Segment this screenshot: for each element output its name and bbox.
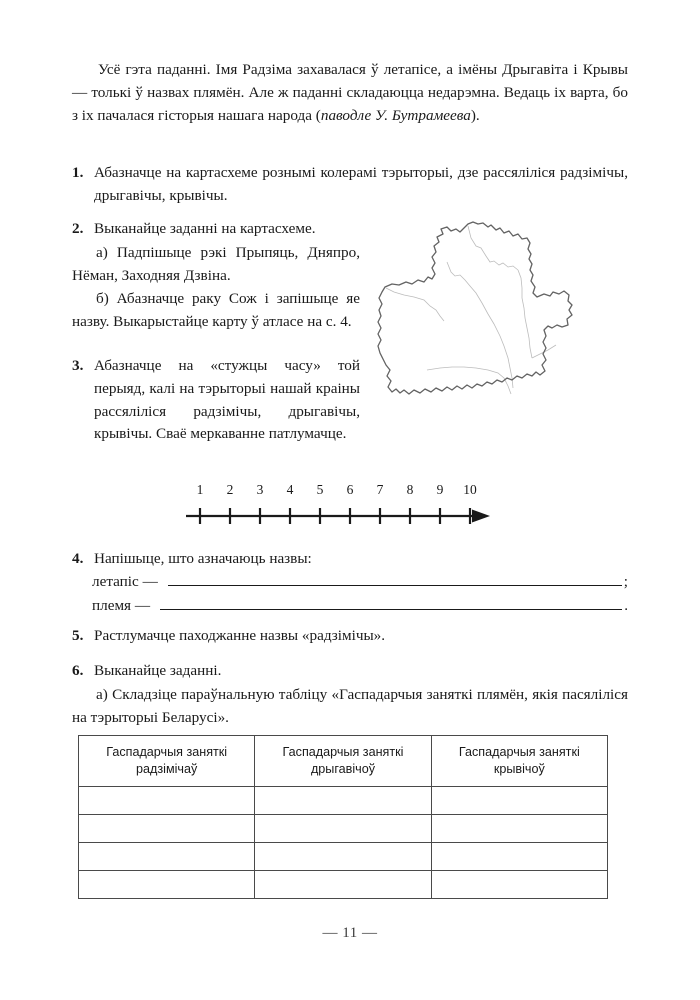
table-cell[interactable] <box>79 843 255 871</box>
timeline-label-7: 7 <box>376 482 384 497</box>
task-3-number: 3. <box>72 357 84 374</box>
task-6-number: 6. <box>72 662 84 679</box>
table-header-cell-1: Гаспадарчыя заняткі дрыгавічоў <box>255 736 431 787</box>
fill-in-terminator: ; <box>623 573 628 590</box>
timeline-label-8: 8 <box>406 482 414 497</box>
definition-fill-in-lines <box>92 570 628 618</box>
fill-in-row <box>92 570 628 594</box>
task-5-text: Растлумачце паходжанне назвы «радзімічы». <box>94 627 386 644</box>
fill-in-label: летапіс — <box>92 573 162 590</box>
task-4-number: 4. <box>72 550 84 567</box>
task-5 <box>72 625 628 648</box>
table-row <box>79 843 608 871</box>
task-1-number: 1. <box>72 164 84 181</box>
timeline-label-10: 10 <box>463 482 477 497</box>
fill-in-terminator: . <box>624 597 628 614</box>
table-header-row <box>79 736 608 787</box>
table-cell[interactable] <box>79 871 255 899</box>
task-5-number: 5. <box>72 627 84 644</box>
table-cell[interactable] <box>431 787 607 815</box>
table-header-cell-0: Гаспадарчыя заняткі радзімічаў <box>79 736 255 787</box>
timeline-label-1: 1 <box>196 482 204 497</box>
table-cell[interactable] <box>255 787 431 815</box>
table-cell[interactable] <box>79 787 255 815</box>
table-row <box>79 787 608 815</box>
timeline-label-2: 2 <box>226 482 234 497</box>
time-ribbon <box>180 482 500 532</box>
fill-in-blank[interactable] <box>160 594 622 610</box>
task-1-text: Абазначце на картасхеме рознымі колерамі тэрыторыі, дзе рассяліліся радзімічы, дрыгавічы, крывічы. <box>94 164 628 204</box>
intro-text-tail: ). <box>470 107 480 125</box>
intro-source-attribution: паводле У. Бутрамеева <box>320 107 471 125</box>
fill-in-blank[interactable] <box>168 570 622 586</box>
table-cell[interactable] <box>255 871 431 899</box>
table-row <box>79 815 608 843</box>
timeline-label-9: 9 <box>436 482 444 497</box>
task-2-subtask-a: а) Падпішыце рэкі Прыпяць, Дняпро, Нёман, Заходняя Дзвіна. <box>72 244 360 284</box>
belarus-outline-map <box>372 218 587 408</box>
oblast-borders <box>386 226 556 394</box>
timeline-label-6: 6 <box>346 482 354 497</box>
task-2-subtask-b: б) Абазначце раку Сож і запішыце яе назву. Выкарыстайце карту ў атласе на с. 4. <box>72 290 360 330</box>
timeline-label-4: 4 <box>286 482 294 497</box>
task-4-text: Напішыце, што азначаюць назвы: <box>94 550 312 567</box>
comparison-table-wrapper <box>78 735 608 899</box>
table-body <box>79 787 608 899</box>
table-cell[interactable] <box>255 843 431 871</box>
task-6-subtask-a: а) Складзіце параўнальную табліцу «Гаспадарчыя заняткі плямён, якія пасяліліся на тэрыторыі Беларусі». <box>72 686 628 726</box>
intro-text: Усё гэта паданні. Імя Радзіма захавалася ў летапісе, а імёны Дрыгавіта і Крывы — толькі ў назвах плямён. Але ж паданні складаюцца недарэмна. Ведаць іх варта, бо з іх пачалася гісторыя нашага народа ( <box>72 61 628 125</box>
fill-in-label: племя — <box>92 597 154 614</box>
timeline-axis-svg <box>180 502 500 530</box>
fill-in-row <box>92 594 628 618</box>
table-cell[interactable] <box>79 815 255 843</box>
task-6-text: Выканайце заданні. <box>94 662 222 679</box>
timeline-arrow-head <box>472 510 490 523</box>
comparison-table <box>78 735 608 899</box>
table-row <box>79 871 608 899</box>
task-3-text: Абазначце на «стужцы часу» той перыяд, калі на тэрыторыі нашай краіны рассяліліся радзімічы, дрыгавічы, крывічы. Сваё меркаванне патлумачце. <box>94 357 360 443</box>
task-1 <box>72 162 628 208</box>
task-2 <box>72 218 372 241</box>
table-cell[interactable] <box>431 815 607 843</box>
task-2-text: Выканайце заданні на картасхеме. <box>94 220 316 237</box>
task-3 <box>72 355 360 446</box>
task-6 <box>72 660 628 683</box>
task-4 <box>72 548 628 571</box>
intro-paragraph <box>72 58 628 127</box>
table-cell[interactable] <box>431 843 607 871</box>
task-2-number: 2. <box>72 220 84 237</box>
table-cell[interactable] <box>431 871 607 899</box>
belarus-map-svg <box>372 218 587 408</box>
timeline-tick-labels <box>180 482 500 502</box>
page-number: — 11 — <box>322 925 378 941</box>
table-header-cell-2: Гаспадарчыя заняткі крывічоў <box>431 736 607 787</box>
timeline-label-3: 3 <box>256 482 264 497</box>
table-cell[interactable] <box>255 815 431 843</box>
timeline-label-5: 5 <box>316 482 324 497</box>
